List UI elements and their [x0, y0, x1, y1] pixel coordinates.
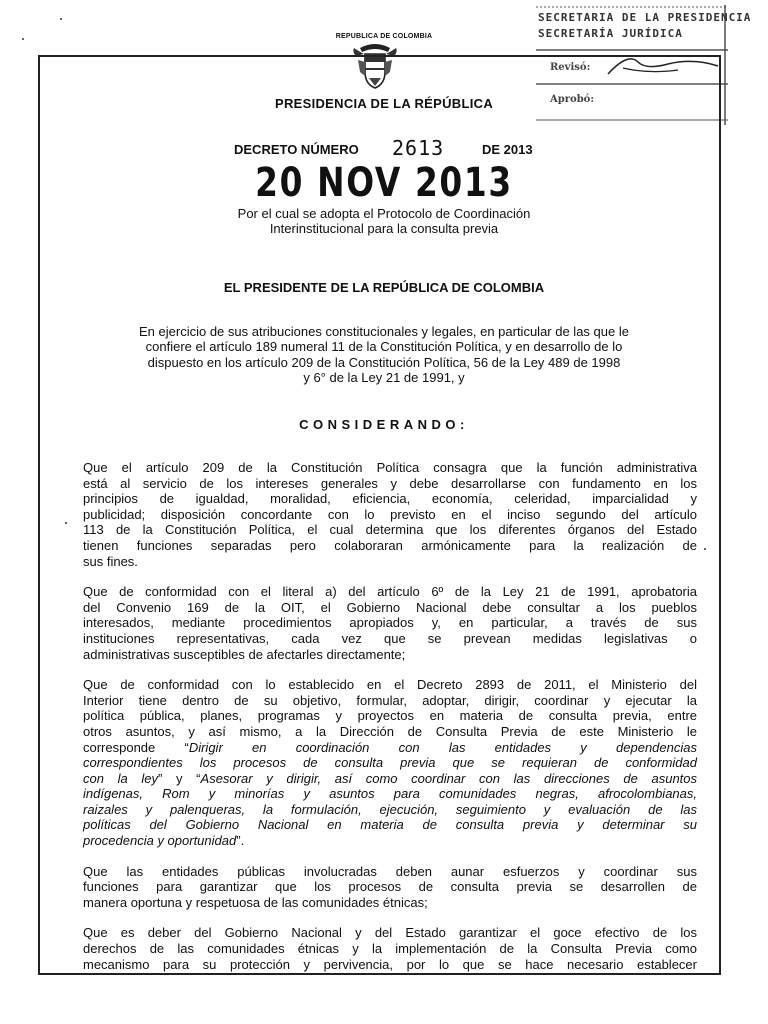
stamp-line-2: SECRETARÍA JURÍDICA [538, 27, 683, 40]
text-line: Que las entidades públicas involucradas deben aunar esfuerzos y coordinar sus [83, 863, 697, 879]
text-line: derechos de las comunidades étnicas y la implementación de la Consulta Previa como [83, 941, 697, 957]
quote-segment: indígenas, Rom y minorías y asuntos para comunidades negras, afrocolombianas, [83, 786, 697, 802]
decreto-date-stamp: 20 NOV 2013 [255, 160, 513, 206]
presidencia-title: PRESIDENCIA DE LA RÉPÚBLICA [274, 96, 494, 111]
text-line [83, 817, 697, 833]
text-line: principios de igualdad, moralidad, eficiencia, economía, celeridad, imparcialidad y [83, 491, 697, 507]
republica-header: REPUBLICA DE COLOMBIA [335, 33, 433, 40]
text-line: Que de conformidad con lo establecido en el Decreto 2893 de 2011, el Ministerio del [83, 677, 697, 693]
text-segment: ” y “ [158, 770, 201, 786]
paragraph-5 [83, 925, 697, 972]
text-line: Que es deber del Gobierno Nacional y del Estado garantizar el goce efectivo de los [83, 925, 697, 941]
atribuciones-line: En ejercicio de sus atribuciones constitucionales y legales, en particular de las que le [139, 324, 629, 339]
text-line [83, 755, 697, 771]
text-line: Interior tiene dentro de su objetivo, formular, adoptar, dirigir, coordinar y ejecutar la [83, 692, 697, 708]
decreto-heading [0, 136, 768, 160]
stamp-reviso-label: Revisó: [550, 62, 591, 73]
decreto-year: DE 2013 [482, 142, 533, 157]
quote-segment: Dirigir en coordinación con las entidades y dependencias [188, 739, 697, 755]
quote-segment: políticas del Gobierno Nacional en materia de consulta previa y determinar su [83, 817, 697, 833]
text-line: del Convenio 169 de la OIT, el Gobierno Nacional debe consultar a los pueblos [83, 599, 697, 615]
text-line: administrativas susceptibles de afectarles directamente; [83, 646, 406, 662]
scan-speck [60, 18, 62, 20]
atribuciones-line: y 6° de la Ley 21 de 1991, y [303, 369, 465, 385]
quote-segment: procedencia y oportunidad [83, 833, 237, 849]
paragraph-4 [83, 864, 697, 911]
paragraph-1 [83, 460, 697, 569]
text-line: sus fines. [83, 553, 138, 569]
text-line: 113 de la Constitución Política, el cual determina que los diferentes órganos del Estado [83, 522, 697, 538]
text-line: interesados, mediante procedimientos apropiados y, en particular, a través de sus [83, 615, 697, 631]
text-line: Que el artículo 209 de la Constitución Política consagra que la función administrativa [83, 460, 697, 475]
atribuciones-line: confiere el artículo 189 numeral 11 de la Constitución Política, y en desarrollo de lo [145, 339, 623, 355]
decreto-label: DECRETO NÚMERO [234, 142, 359, 157]
text-line: publicidad; disposición concordante con lo previsto en el inciso segundo del artículo [83, 506, 697, 522]
text-line [83, 771, 697, 787]
text-line [83, 786, 697, 802]
stamp-line-1: SECRETARIA DE LA PRESIDENCIA [538, 11, 752, 24]
text-line: manera oportuna y respetuosa de las comunidades étnicas; [83, 894, 428, 910]
presidente-heading: EL PRESIDENTE DE LA REPÚBLICA DE COLOMBIA [223, 280, 545, 295]
text-line: está al servicio de los intereses generales y debe desarrollarse con fundamento en los [83, 475, 697, 491]
atribuciones-line: dispuesto en los artículo 209 de la Constitución Política, 56 de la Ley 489 de 1998 [147, 354, 621, 370]
text-line: mecanismo para su protección y pervivencia, por lo que se hace necesario establecer [83, 956, 697, 972]
text-line: otros asuntos, y así mismo, a la Dirección de Consulta Previa de este Ministerio le [83, 723, 697, 739]
paragraph-3 [83, 677, 697, 849]
text-line: funciones para garantizar que los procesos de consulta previa se desarrollen de [83, 879, 697, 895]
quote-segment: Asesorar y dirigir, así como coordinar con las direcciones de asuntos [200, 770, 698, 786]
text-segment: corresponde “ [83, 739, 189, 755]
text-line: instituciones representativas, cada vez que se prevean medidas legislativas o [83, 630, 697, 646]
quote-segment: correspondientes los procesos de consulta previa que se requieran de conformidad [83, 755, 697, 771]
text-line [83, 833, 697, 849]
quote-segment: raizales y palenqueras, la formulación, ejecución, seguimiento y evaluación de las [83, 801, 697, 817]
atribuciones-paragraph [0, 324, 768, 385]
text-line [83, 802, 697, 818]
decreto-number: 2613 [392, 136, 445, 160]
paragraph-2 [83, 584, 697, 662]
text-line: tienen funciones separadas pero colaboraran armónicamente para la realización de [83, 537, 697, 553]
text-line: política pública, planes, programas y proyectos en materia de consulta previa, entre [83, 708, 697, 724]
quote-segment: con la ley [83, 770, 159, 786]
text-line: Que de conformidad con el literal a) del artículo 6º de la Ley 21 de 1991, aprobatoria [83, 584, 697, 600]
text-segment: ”. [236, 833, 245, 849]
stamp-aprobo-label: Aprobó: [550, 94, 595, 105]
text-line [83, 740, 697, 756]
decreto-objeto [0, 206, 768, 236]
objeto-line: Interinstitucional para la consulta previa [269, 221, 499, 236]
considerando-heading: CONSIDERANDO: [299, 417, 469, 432]
objeto-line: Por el cual se adopta el Protocolo de Coordinación [237, 206, 531, 221]
document-body [83, 460, 697, 987]
